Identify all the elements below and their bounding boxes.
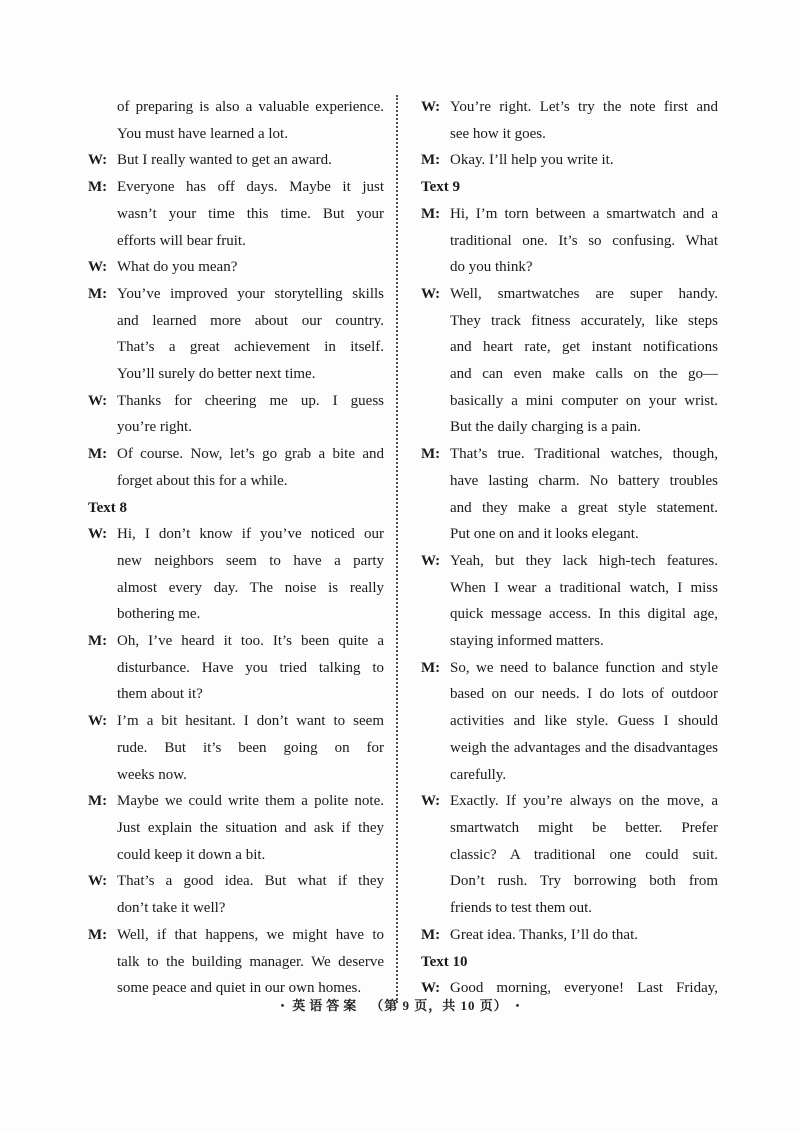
dialogue-line: could keep it down a bit. [117, 846, 266, 863]
dialogue-line: and heart rate, get instant notifications [450, 339, 718, 356]
dialogue-entry [421, 655, 718, 789]
speaker-label: W: [88, 152, 108, 169]
dialogue-line: you’re right. [117, 419, 192, 436]
dialogue-entry [88, 174, 384, 254]
dialogue-entry [88, 788, 384, 868]
dialogue-line: see how it goes. [450, 125, 546, 142]
dialogue-line: based on our needs. I do lots of outdoor [450, 686, 718, 703]
page-footer [0, 995, 800, 1014]
dialogue-entry [88, 922, 384, 1002]
dialogue-line: have lasting charm. No battery troubles [450, 472, 718, 489]
dialogue-line: some peace and quiet in our own homes. [117, 980, 362, 997]
dialogue-line: do you think? [450, 259, 533, 276]
dialogue-line: don’t take it well? [117, 900, 226, 917]
dialogue-line: Put one on and it looks elegant. [450, 526, 639, 543]
dialogue-line: friends to test them out. [450, 900, 593, 917]
dialogue-entry [421, 922, 718, 949]
dialogue-line: Don’t rush. Try borrowing both from [450, 873, 718, 890]
dialogue-line: and they make a great style statement. [450, 499, 718, 516]
right-column [421, 94, 718, 1002]
dialogue-line: Exactly. If you’re always on the move, a [450, 793, 718, 810]
dialogue-line: What do you mean? [117, 259, 238, 276]
dialogue-line: classic? A traditional one could suit. [450, 846, 718, 863]
dialogue-line: disturbance. Have you tried talking to [117, 659, 384, 676]
dialogue-line: Well, smartwatches are super handy. [450, 285, 718, 302]
text-section-heading: Text 9 [421, 179, 461, 196]
dialogue-line: Maybe we could write them a polite note. [117, 793, 384, 810]
dialogue-line: That’s true. Traditional watches, though, [450, 446, 718, 463]
speaker-label: W: [421, 99, 441, 115]
dialogue-entry [421, 788, 718, 922]
speaker-label: M: [88, 179, 108, 196]
dialogue-line: Great idea. Thanks, I’ll do that. [450, 926, 638, 943]
dialogue-entry [421, 94, 718, 147]
dialogue-line: You’ve improved your storytelling skills [117, 285, 384, 302]
dialogue-line: Just explain the situation and ask if they [117, 819, 384, 836]
dialogue-line: Yeah, but they lack high-tech features. [450, 552, 718, 569]
dialogue-entry [88, 281, 384, 388]
dialogue-line: Oh, I’ve heard it too. It’s been quite a [117, 633, 384, 650]
dialogue-entry [88, 628, 384, 708]
left-column [88, 94, 384, 1002]
dialogue-line: of preparing is also a valuable experience. [117, 99, 384, 115]
dialogue-entry [88, 147, 384, 174]
dialogue-line: Good morning, everyone! Last Friday, [450, 980, 718, 997]
dialogue-line: Okay. I’ll help you write it. [450, 152, 614, 169]
speaker-label: W: [421, 285, 441, 302]
dialogue-line: You’re right. Let’s try the note first and [450, 99, 718, 115]
footer-page-number: （第 9 页，共 10 页） [370, 998, 508, 1013]
dialogue-entry [421, 281, 718, 441]
dialogue-line: forget about this for a while. [117, 472, 288, 489]
dialogue-line: quick message access. In this digital age, [450, 606, 718, 623]
speaker-label: M: [421, 926, 441, 943]
dialogue-line: and can even make calls on the go— [450, 366, 718, 383]
speaker-label: M: [88, 926, 108, 943]
dialogue-line: Of course. Now, let’s go grab a bite and [117, 446, 384, 463]
dialogue-line: So, we need to balance function and style [450, 659, 718, 676]
speaker-label: M: [421, 659, 441, 676]
speaker-label: W: [88, 526, 108, 543]
dialogue-line: them about it? [117, 686, 203, 703]
dialogue-line: Hi, I don’t know if you’ve noticed our [117, 526, 384, 543]
speaker-label: W: [88, 713, 108, 730]
dialogue-line: Thanks for cheering me up. I guess [117, 392, 384, 409]
text-section-heading: Text 8 [88, 499, 128, 516]
dialogue-line: smartwatch might be better. Prefer [450, 819, 718, 836]
dialogue-line: They track fitness accurately, like steps [450, 312, 718, 329]
footer-title: 英语答案 [292, 998, 361, 1013]
dialogue-line: almost every day. The noise is really [117, 579, 384, 596]
dialogue-line: efforts will bear fruit. [117, 232, 246, 249]
dialogue-line: wasn’t your time this time. But your [117, 205, 384, 222]
footer-bullet-left: • [280, 1001, 285, 1012]
dialogue-entry [88, 868, 384, 921]
dialogue-entry [88, 441, 384, 494]
footer-bullet-right: • [515, 1001, 520, 1012]
speaker-label: M: [421, 205, 441, 222]
dialogue-line: activities and like style. Guess I should [450, 713, 718, 730]
dialogue-line: weigh the advantages and the disadvantages [450, 739, 718, 756]
dialogue-entry [88, 708, 384, 788]
dialogue-line: When I wear a traditional watch, I miss [450, 579, 718, 596]
dialogue-line: That’s a great achievement in itself. [117, 339, 384, 356]
dialogue-line: and learned more about our country. [117, 312, 384, 329]
dialogue-line: basically a mini computer on your wrist. [450, 392, 718, 409]
dialogue-line: Well, if that happens, we might have to [117, 926, 384, 943]
dialogue-entry [421, 441, 718, 548]
dialogue-line: talk to the building manager. We deserve [117, 953, 384, 970]
dialogue-entry [88, 521, 384, 628]
speaker-label: W: [88, 259, 108, 276]
dialogue-line: traditional one. It’s so confusing. What [450, 232, 718, 249]
speaker-label: W: [88, 873, 108, 890]
speaker-label: M: [88, 285, 108, 302]
dialogue-line: staying informed matters. [450, 633, 604, 650]
dialogue-line: Everyone has off days. Maybe it just [117, 179, 384, 196]
dialogue-line: But the daily charging is a pain. [450, 419, 641, 436]
dialogue-entry [88, 388, 384, 441]
column-divider-dotted-line [396, 95, 398, 1003]
dialogue-entry [421, 548, 718, 655]
speaker-label: W: [421, 552, 441, 569]
dialogue-entry [421, 201, 718, 281]
dialogue-line: rude. But it’s been going on for [117, 739, 384, 756]
dialogue-line: I’m a bit hesitant. I don’t want to seem [117, 713, 384, 730]
speaker-label: W: [421, 980, 441, 997]
dialogue-line: You’ll surely do better next time. [117, 366, 316, 383]
dialogue-line: carefully. [450, 766, 507, 783]
speaker-label: W: [421, 793, 441, 810]
speaker-label: M: [421, 446, 441, 463]
dialogue-entry [88, 254, 384, 281]
speaker-label: M: [88, 633, 108, 650]
dialogue-line: But I really wanted to get an award. [117, 152, 332, 169]
speaker-label: M: [88, 446, 108, 463]
dialogue-line: Hi, I’m torn between a smartwatch and a [450, 205, 718, 222]
speaker-label: M: [421, 152, 441, 169]
speaker-label: M: [88, 793, 108, 810]
speaker-label: W: [88, 392, 108, 409]
dialogue-line: weeks now. [117, 766, 187, 783]
dialogue-line: You must have learned a lot. [117, 125, 288, 142]
text-section-heading: Text 10 [421, 953, 468, 970]
dialogue-entry [421, 147, 718, 174]
dialogue-line: That’s a good idea. But what if they [117, 873, 384, 890]
dialogue-line: bothering me. [117, 606, 201, 623]
dialogue-entry [88, 94, 384, 147]
dialogue-line: new neighbors seem to have a party [117, 552, 384, 569]
